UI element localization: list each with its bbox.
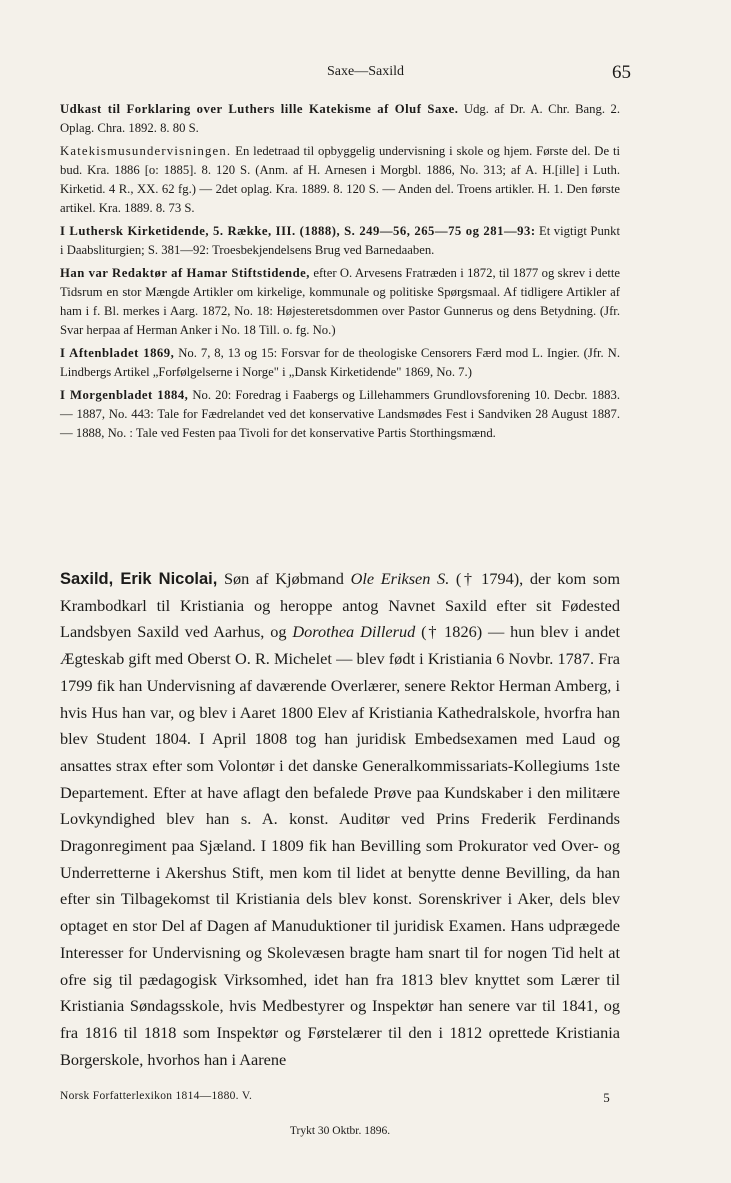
entry-body: efter O. Arvesens Fratræden i 1872, til 1877 og skrev i dette Tidsrum en stor Mængde Artikler om kirkelige, kommunale og politiske Spørgsmaal. Af tidligere Artikler af ham i f. Bl. merkes i Aarg. 1872, No. 18: Højesteretsdommen over Pastor Gunnerus og dens Betydning. (Jfr. Svar herpaa af Herman Anker i No. 18 Till. o. fg. No.) <box>60 266 621 337</box>
entry-body: No. 20: Foredrag i Faabergs og Lillehammers Grundlovsforening 10. Decbr. 1883. — 1887, No. 443: Tale for Fædrelandet ved det konservative Landsmødes Fest i Sandviken 28 August 1887. — 1888, No. : Tale ved Festen paa Tivoli for det konservative Partis Storthingsmænd. <box>60 388 621 440</box>
page-header <box>0 56 731 86</box>
bibliography-entry <box>60 344 620 382</box>
entry-title: Han var Redaktør af Hamar Stiftstidende, <box>60 266 310 280</box>
article-text: Søn af Kjøbmand <box>223 569 344 588</box>
bibliography-entry <box>60 264 620 340</box>
article-text: († 1826) — hun blev i andet Ægteskab gift med Oberst O. R. Michelet — blev født i Kristiania 6 Novbr. 1787. Fra 1799 fik han Undervisning af daværende Overlærer, senere Rektor Herman Amberg, i hvis Hus han var, og blev i Aaret 1800 Elev af Kristiania Kathedralskole, hvorfra han blev Student 1804. I April 1808 tog han juridisk Embedsexamen med Laud og ansattes strax efter som Volontør i det danske Generalkommissariats-Kollegiums 1ste Departement. Efter at have aflagt den befalede Prøve paa Kundskaber i den militære Lovkyndighed blev han s. A. konst. Auditør ved Prins Frederik Ferdinands Dragonregiment paa Sjæland. I 1809 fik han Bevilling som Prokurator ved Over- og Underretterne i Akershus Stift, men kom til lidet at benytte denne Bevilling, da han efter sin Tilbagekomst til Kristiania dels blev konst. Sorenskriver i Aker, dels blev optaget en stor Del af Dagen af Manuduktioner til juridisk Examen. Hans udprægede Interesser for Undervisning og Skolevæsen bragte ham snart til for nogen Tid helt at ofre sig til pædagogisk Virksomhed, idet han fra 1813 blev knyttet som Lærer til Kristiania Søndagsskole, hvis Medbestyrer og Inspektør han senere var til 1841, og fra 1816 til 1818 som Inspektør og Førstelærer til den i 1812 oprettede Kristiania Borgerskole, hvorhos han i Aarene <box>60 622 621 1069</box>
entry-body: No. 7, 8, 13 og 15: Forsvar for de theologiske Censorers Færd mod L. Ingier. (Jfr. N. Lindbergs Artikel „Forfølgelserne i Norge" i „Dansk Kirketidende" 1869, No. 7.) <box>60 346 621 379</box>
entry-title: I Aftenbladet 1869, <box>60 346 175 360</box>
signature-number: 5 <box>603 1090 610 1105</box>
running-title: Saxe—Saxild <box>327 64 404 79</box>
entry-body: Udg. af Dr. A. Chr. Bang. 2. Oplag. Chra. 1892. 8. 80 S. <box>60 102 621 135</box>
father-name: Ole Eriksen S. <box>350 569 450 588</box>
signature-text: Norsk Forfatterlexikon 1814—1880. V. <box>60 1090 253 1102</box>
entry-title: I Morgenbladet 1884, <box>60 388 189 402</box>
entry-title: Katekismusundervisningen. <box>60 144 232 158</box>
mother-name: Dorothea Dillerud <box>292 622 416 642</box>
bibliography-entries <box>60 100 620 447</box>
entry-body: Et vigtigt Punkt i Daabsliturgien; S. 381—92: Troesbekjendelsens Brug ved Barnedaaben. <box>60 224 620 257</box>
entry-title: Udkast til Forklaring over Luthers lille Katekisme af Oluf Saxe. <box>60 102 459 116</box>
page-number: 65 <box>612 62 631 83</box>
article-headword: Saxild, Erik Nicolai, <box>60 570 218 588</box>
bibliography-entry <box>60 222 620 260</box>
bibliography-entry <box>60 142 620 218</box>
entry-body: En ledetraad til opbyggelig undervisning i skole og hjem. Første del. De ti bud. Kra. 1886 [o: 1885]. 8. 120 S. (Anm. af H. Arnesen i Morgbl. 1886, No. 313; af A. H.[ille] i Luth. Kirketid. 4 R., XX. 62 fg.) — 2det oplag. Kra. 1889. 8. 120 S. — Anden del. Troens artikler. H. 1. Den første artikel. Kra. 1889. 8. 73 S. <box>60 144 621 215</box>
entry-title: I Luthersk Kirketidende, 5. Række, III. (1888), S. 249—56, 265—75 og 281—93: <box>60 224 536 238</box>
signature-line <box>60 1090 620 1106</box>
imprint-line: Trykt 30 Oktbr. 1896. <box>289 1125 391 1137</box>
bibliography-entry <box>60 386 620 443</box>
bibliography-entry <box>60 100 620 138</box>
article-text: († 1794), der kom som Krambodkarl til Kristiania og heroppe antog Navnet Saxild efter sit Fødested Landsbyen Saxild ved Aarhus, og <box>60 569 620 642</box>
biography-article <box>60 566 620 1073</box>
